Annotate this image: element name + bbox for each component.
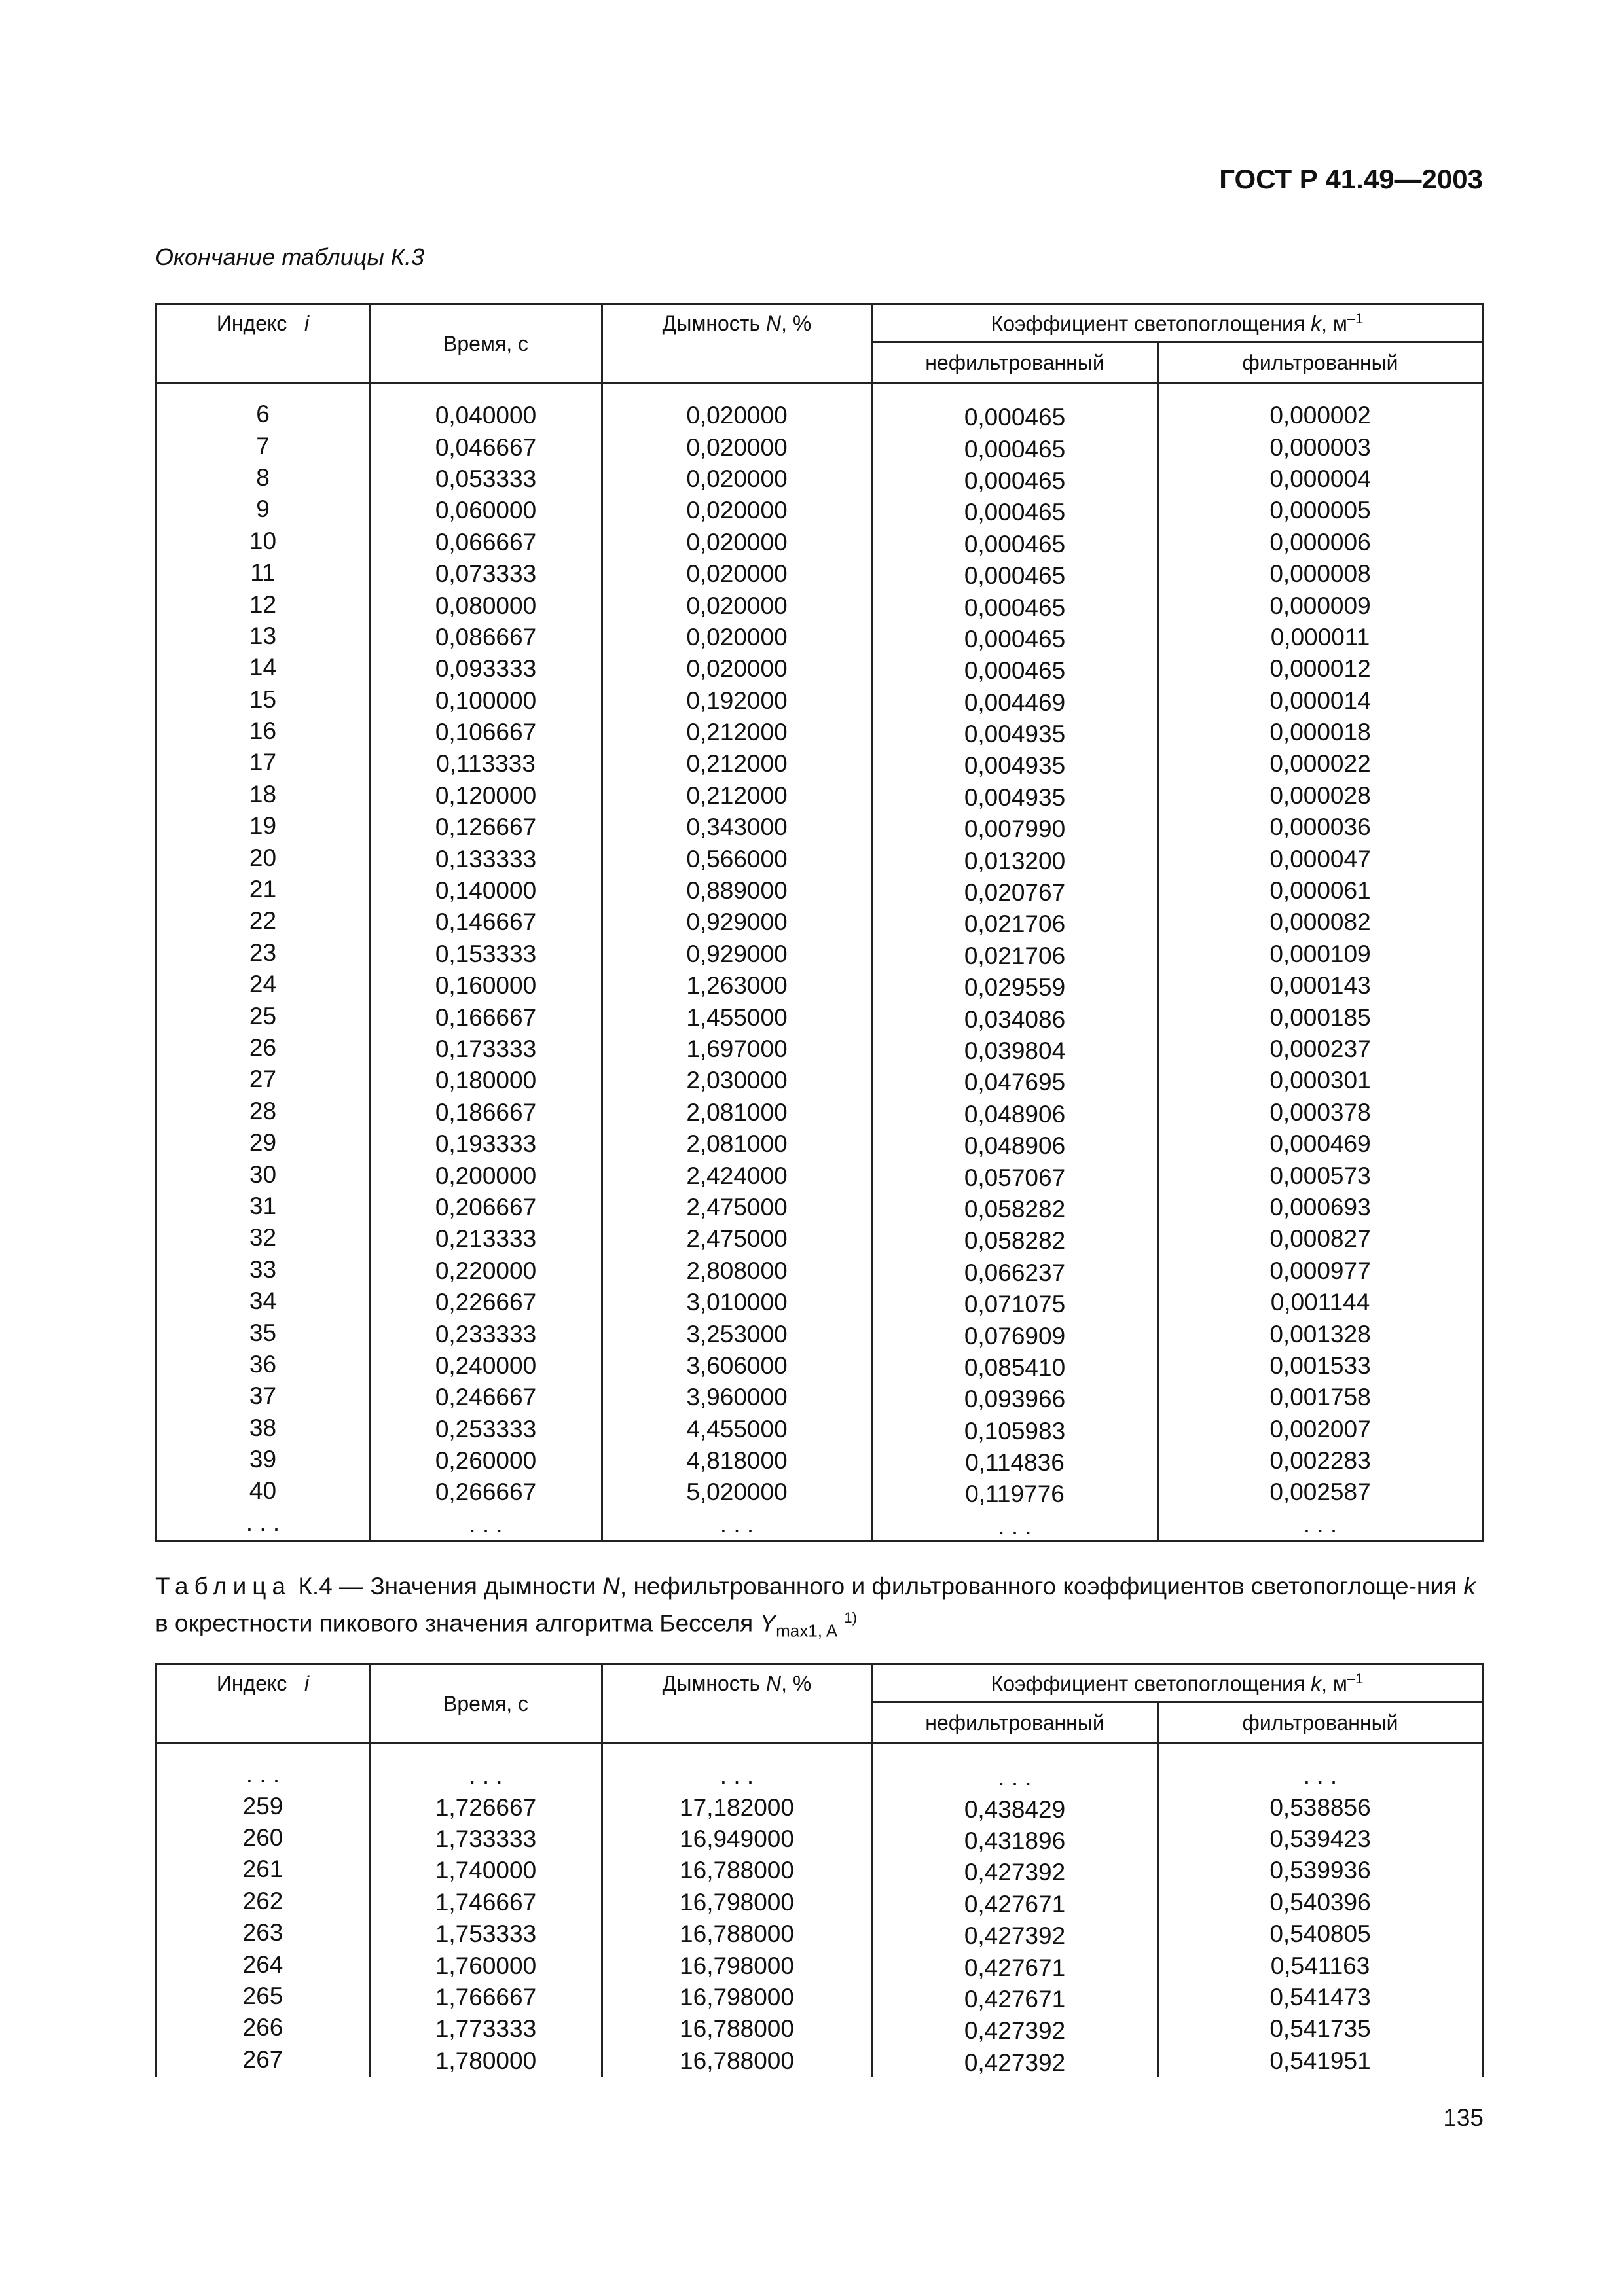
table-row [156,906,1483,938]
time-cell: 0,220000 [370,1255,602,1287]
time-cell: 0,160000 [370,970,602,1001]
unfiltered-cell: 0,000465 [872,592,1158,623]
header-index: Индекс i [156,1664,370,1744]
table-row [156,875,1483,906]
smoke-cell: 16,788000 [602,1918,872,1950]
table-row [156,431,1483,463]
time-cell: 0,173333 [370,1033,602,1065]
header-separator-row [156,1744,1483,1761]
time-cell: 0,126667 [370,812,602,843]
header-filtered: фильтрованный [1158,1702,1483,1744]
index-cell: 22 [156,905,370,937]
unfiltered-cell: 0,057067 [872,1162,1158,1193]
unfiltered-cell: 0,427392 [872,2015,1158,2047]
smoke-cell: . . . [602,1509,872,1541]
smoke-cell: 2,424000 [602,1160,872,1191]
index-cell: 29 [156,1127,370,1158]
header-unfiltered: нефильтрованный [872,342,1158,384]
time-cell: 1,773333 [370,2013,602,2045]
filtered-cell: 0,000469 [1158,1128,1483,1160]
index-cell: 35 [156,1317,370,1348]
time-cell: 0,113333 [370,748,602,780]
time-cell: 0,120000 [370,780,602,812]
smoke-cell: 0,020000 [602,400,872,431]
table-k3 [155,303,1482,1542]
unfiltered-cell: 0,000465 [872,560,1158,592]
time-cell: 0,193333 [370,1128,602,1160]
unfiltered-cell: 0,000465 [872,433,1158,465]
unfiltered-cell: 0,119776 [872,1479,1158,1510]
time-cell: 0,100000 [370,685,602,717]
unfiltered-cell: 0,000465 [872,655,1158,687]
index-cell: 8 [156,462,370,493]
unfiltered-cell: 0,427392 [872,2047,1158,2079]
unfiltered-cell: 0,058282 [872,1225,1158,1257]
table-row [156,1192,1483,1223]
unfiltered-cell: 0,039804 [872,1035,1158,1067]
smoke-cell: . . . [602,1760,872,1791]
index-cell: 16 [156,715,370,747]
header-index: Индекс i [156,304,370,384]
header-filtered: фильтрованный [1158,342,1483,384]
time-cell: 0,046667 [370,431,602,463]
table-row [156,1382,1483,1413]
smoke-cell: 2,475000 [602,1223,872,1255]
filtered-cell: . . . [1158,1509,1483,1541]
time-cell: 0,206667 [370,1192,602,1223]
filtered-cell: 0,000009 [1158,590,1483,621]
smoke-cell: 2,030000 [602,1065,872,1096]
filtered-cell: 0,000185 [1158,1001,1483,1033]
unfiltered-cell: 0,427392 [872,1920,1158,1952]
unfiltered-cell: 0,427671 [872,1889,1158,1920]
filtered-cell: 0,000005 [1158,495,1483,526]
time-cell: 0,186667 [370,1097,602,1128]
smoke-cell: 1,263000 [602,970,872,1001]
header-separator-row [156,384,1483,401]
index-cell: 38 [156,1412,370,1444]
smoke-cell: 16,949000 [602,1823,872,1855]
smoke-cell: 3,253000 [602,1318,872,1350]
time-cell: 1,733333 [370,1823,602,1855]
filtered-cell: 0,000011 [1158,622,1483,653]
table-row [156,1097,1483,1128]
index-cell: 262 [156,1886,370,1917]
time-cell: 0,106667 [370,717,602,748]
unfiltered-cell: 0,000465 [872,624,1158,655]
index-cell: 266 [156,2012,370,2043]
smoke-cell: 3,960000 [602,1382,872,1413]
table-row [156,717,1483,748]
filtered-cell: 0,000012 [1158,653,1483,685]
filtered-cell: 0,000028 [1158,780,1483,812]
index-cell: 261 [156,1854,370,1885]
unfiltered-cell: 0,427671 [872,1952,1158,1983]
smoke-cell: 0,929000 [602,906,872,938]
unfiltered-cell: 0,047695 [872,1067,1158,1098]
unfiltered-cell: 0,000465 [872,465,1158,497]
index-cell: 7 [156,430,370,461]
unfiltered-cell: 0,076909 [872,1320,1158,1352]
time-cell: 0,146667 [370,906,602,938]
unfiltered-cell: 0,427671 [872,1984,1158,2015]
filtered-cell: 0,000047 [1158,843,1483,874]
table-row [156,1950,1483,1981]
smoke-cell: 0,889000 [602,875,872,906]
filtered-cell: 0,000014 [1158,685,1483,717]
time-cell: 0,253333 [370,1414,602,1445]
filtered-cell: 0,000573 [1158,1160,1483,1191]
table-row [156,495,1483,526]
table-row [156,939,1483,970]
filtered-cell: 0,001533 [1158,1350,1483,1382]
unfiltered-cell: . . . [872,1511,1158,1543]
unfiltered-cell: 0,093966 [872,1384,1158,1415]
unfiltered-cell: 0,004935 [872,782,1158,814]
time-cell: 0,246667 [370,1382,602,1413]
time-cell: 0,140000 [370,875,602,906]
index-cell: 11 [156,557,370,588]
unfiltered-cell: 0,004935 [872,719,1158,750]
unfiltered-cell: 0,013200 [872,845,1158,876]
table-row [156,1065,1483,1096]
filtered-cell: 0,000109 [1158,939,1483,970]
filtered-cell: 0,000143 [1158,970,1483,1001]
filtered-cell: 0,000061 [1158,875,1483,906]
unfiltered-cell: 0,058282 [872,1194,1158,1225]
table-row [156,1350,1483,1382]
smoke-cell: 5,020000 [602,1477,872,1508]
filtered-cell: 0,541735 [1158,2013,1483,2045]
unfiltered-cell: 0,007990 [872,814,1158,845]
header-coefficient: Коэффициент светопоглощения k, $м^{-1}$ [872,1664,1483,1702]
filtered-cell: 0,540805 [1158,1918,1483,1950]
time-cell: 1,753333 [370,1918,602,1950]
unfiltered-cell: 0,048906 [872,1130,1158,1162]
unfiltered-cell: 0,029559 [872,972,1158,1003]
table-row [156,748,1483,780]
index-cell: 259 [156,1790,370,1821]
table-row [156,1887,1483,1918]
filtered-cell: 0,541951 [1158,2045,1483,2077]
table-row [156,1760,1483,1791]
index-cell: 13 [156,620,370,652]
time-cell: 1,726667 [370,1791,602,1823]
smoke-cell: 2,081000 [602,1097,872,1128]
filtered-cell: 0,541473 [1158,1982,1483,2013]
table-row [156,653,1483,685]
smoke-cell: 2,475000 [602,1192,872,1223]
table-row [156,1033,1483,1065]
smoke-cell: 3,606000 [602,1350,872,1382]
index-cell: 32 [156,1222,370,1253]
smoke-cell: 0,020000 [602,590,872,621]
filtered-cell: . . . [1158,1760,1483,1791]
unfiltered-cell: 0,105983 [872,1416,1158,1447]
index-cell: 27 [156,1064,370,1095]
filtered-cell: 0,001144 [1158,1287,1483,1318]
table-row [156,527,1483,558]
index-cell: 23 [156,937,370,969]
index-cell: 25 [156,1000,370,1031]
filtered-cell: 0,000006 [1158,527,1483,558]
table2-title: Таблица К.4 — Значения дымности N, нефильтрованного и фильтрованного коэффициентов светопоглоще-ния k в окрестности пикового значения алгоритма Бесселя $Y_{max1, A}$ $^{1)}$ [155,1573,1476,1641]
filtered-cell: 0,000693 [1158,1192,1483,1223]
table-row [156,1918,1483,1950]
unfiltered-cell: 0,034086 [872,1003,1158,1035]
index-cell: 21 [156,874,370,905]
filtered-cell: 0,002283 [1158,1445,1483,1477]
smoke-cell: 16,798000 [602,1887,872,1918]
table-row [156,2045,1483,2077]
smoke-cell: 4,455000 [602,1414,872,1445]
unfiltered-cell: 0,085410 [872,1352,1158,1384]
table-row [156,2013,1483,2045]
smoke-cell: 0,929000 [602,939,872,970]
index-cell: 26 [156,1032,370,1064]
table-row [156,1160,1483,1191]
table-row [156,590,1483,621]
table-row [156,1823,1483,1855]
header-smoke: Дымность N, % [602,1664,872,1744]
time-cell: 0,060000 [370,495,602,526]
filtered-cell: 0,000977 [1158,1255,1483,1287]
filtered-cell: 0,540396 [1158,1887,1483,1918]
unfiltered-cell: 0,071075 [872,1289,1158,1320]
index-cell: 15 [156,684,370,715]
table-row [156,812,1483,843]
filtered-cell: 0,000003 [1158,431,1483,463]
filtered-cell: 0,000082 [1158,906,1483,938]
table-row [156,685,1483,717]
header-coefficient: Коэффициент светопоглощения k, $м^{-1}$ [872,304,1483,342]
table-row [156,1287,1483,1318]
index-cell: 36 [156,1349,370,1380]
filtered-cell: 0,541163 [1158,1950,1483,1981]
page-number: 135 [1443,2104,1484,2131]
table-row [156,1509,1483,1541]
table-row [156,1791,1483,1823]
table-row [156,400,1483,431]
index-cell: 264 [156,1948,370,1980]
smoke-cell: 3,010000 [602,1287,872,1318]
time-cell: 1,746667 [370,1887,602,1918]
unfiltered-cell: 0,066237 [872,1257,1158,1289]
smoke-cell: 0,020000 [602,527,872,558]
header-unfiltered: нефильтрованный [872,1702,1158,1744]
filtered-cell: 0,000004 [1158,463,1483,495]
index-cell: 260 [156,1822,370,1854]
index-cell: . . . [156,1759,370,1790]
time-cell: 0,133333 [370,843,602,874]
index-cell: 33 [156,1254,370,1285]
filtered-cell: 0,000378 [1158,1097,1483,1128]
index-cell: 12 [156,588,370,620]
time-cell: 0,053333 [370,463,602,495]
smoke-cell: 0,020000 [602,622,872,653]
index-cell: 14 [156,652,370,683]
filtered-cell: 0,000022 [1158,748,1483,780]
smoke-cell: 1,455000 [602,1001,872,1033]
unfiltered-cell: 0,000465 [872,529,1158,560]
smoke-cell: 4,818000 [602,1445,872,1477]
header-time: Время, с [370,1664,602,1744]
smoke-cell: 16,788000 [602,1855,872,1886]
table-row [156,780,1483,812]
time-cell: 0,233333 [370,1318,602,1350]
time-cell: 0,260000 [370,1445,602,1477]
smoke-cell: 0,020000 [602,463,872,495]
unfiltered-cell: 0,004935 [872,750,1158,781]
index-cell: 40 [156,1475,370,1507]
time-cell: 0,200000 [370,1160,602,1191]
smoke-cell: 0,343000 [602,812,872,843]
time-cell: 0,213333 [370,1223,602,1255]
smoke-cell: 0,020000 [602,495,872,526]
smoke-cell: 16,798000 [602,1982,872,2013]
table-row [156,1855,1483,1886]
filtered-cell: 0,002587 [1158,1477,1483,1508]
smoke-cell: 16,788000 [602,2013,872,2045]
index-cell: 19 [156,810,370,842]
filtered-cell: 0,002007 [1158,1414,1483,1445]
time-cell: 0,066667 [370,527,602,558]
unfiltered-cell: 0,431896 [872,1825,1158,1857]
filtered-cell: 0,001758 [1158,1382,1483,1413]
smoke-cell: 16,798000 [602,1950,872,1981]
unfiltered-cell: 0,000465 [872,402,1158,433]
smoke-cell: 0,020000 [602,653,872,685]
header-time: Время, с [370,304,602,384]
table-row [156,1223,1483,1255]
table-row [156,1414,1483,1445]
unfiltered-cell: 0,114836 [872,1447,1158,1479]
index-cell: . . . [156,1507,370,1540]
unfiltered-cell: 0,021706 [872,908,1158,940]
table-row [156,1318,1483,1350]
filtered-cell: 0,000237 [1158,1033,1483,1065]
smoke-cell: 17,182000 [602,1791,872,1823]
table-row [156,1982,1483,2013]
table-row [156,1477,1483,1508]
filtered-cell: 0,538856 [1158,1791,1483,1823]
index-cell: 39 [156,1444,370,1475]
table-k4 [155,1663,1482,2077]
index-cell: 10 [156,526,370,557]
time-cell: 0,166667 [370,1001,602,1033]
index-cell: 17 [156,747,370,778]
table-row [156,1255,1483,1287]
document-code: ГОСТ Р 41.49—2003 [1219,164,1483,194]
time-cell: 0,040000 [370,400,602,431]
smoke-cell: 0,212000 [602,717,872,748]
smoke-cell: 0,566000 [602,843,872,874]
time-cell: 0,080000 [370,590,602,621]
unfiltered-cell: 0,427392 [872,1857,1158,1888]
smoke-cell: 0,020000 [602,431,872,463]
time-cell: . . . [370,1509,602,1541]
smoke-cell: 0,020000 [602,558,872,590]
time-cell: 0,240000 [370,1350,602,1382]
unfiltered-cell: 0,000465 [872,497,1158,528]
table1-caption: Окончание таблицы К.3 [155,243,425,270]
index-cell: 37 [156,1380,370,1412]
table-row [156,970,1483,1001]
filtered-cell: 0,539936 [1158,1855,1483,1886]
smoke-cell: 0,192000 [602,685,872,717]
table-row [156,463,1483,495]
time-cell: 1,766667 [370,1982,602,2013]
filtered-cell: 0,000036 [1158,812,1483,843]
table-row [156,1445,1483,1477]
index-cell: 267 [156,2044,370,2075]
filtered-cell: 0,000008 [1158,558,1483,590]
index-cell: 30 [156,1158,370,1190]
filtered-cell: 0,000827 [1158,1223,1483,1255]
index-cell: 6 [156,399,370,430]
unfiltered-cell: 0,020767 [872,877,1158,908]
table-row [156,1001,1483,1033]
unfiltered-cell: . . . [872,1762,1158,1793]
unfiltered-cell: 0,004469 [872,687,1158,719]
smoke-cell: 0,212000 [602,780,872,812]
time-cell: 0,266667 [370,1477,602,1508]
time-cell: 0,153333 [370,939,602,970]
index-cell: 265 [156,1981,370,2012]
unfiltered-cell: 0,048906 [872,1099,1158,1130]
index-cell: 24 [156,969,370,1000]
unfiltered-cell: 0,021706 [872,941,1158,972]
smoke-cell: 16,788000 [602,2045,872,2077]
index-cell: 18 [156,779,370,810]
smoke-cell: 1,697000 [602,1033,872,1065]
index-cell: 31 [156,1191,370,1222]
index-cell: 34 [156,1285,370,1317]
table-row [156,1128,1483,1160]
time-cell: 1,760000 [370,1950,602,1981]
time-cell: 0,093333 [370,653,602,685]
index-cell: 20 [156,842,370,873]
time-cell: 1,740000 [370,1855,602,1886]
index-cell: 9 [156,493,370,525]
table-row [156,558,1483,590]
time-cell: . . . [370,1760,602,1791]
filtered-cell: 0,001328 [1158,1318,1483,1350]
filtered-cell: 0,000018 [1158,717,1483,748]
filtered-cell: 0,000301 [1158,1065,1483,1096]
smoke-cell: 0,212000 [602,748,872,780]
filtered-cell: 0,000002 [1158,400,1483,431]
filtered-cell: 0,539423 [1158,1823,1483,1855]
time-cell: 1,780000 [370,2045,602,2077]
smoke-cell: 2,808000 [602,1255,872,1287]
table-row [156,622,1483,653]
time-cell: 0,073333 [370,558,602,590]
smoke-cell: 2,081000 [602,1128,872,1160]
index-cell: 28 [156,1096,370,1127]
unfiltered-cell: 0,438429 [872,1793,1158,1825]
time-cell: 0,086667 [370,622,602,653]
time-cell: 0,226667 [370,1287,602,1318]
table-row [156,843,1483,874]
time-cell: 0,180000 [370,1065,602,1096]
index-cell: 263 [156,1917,370,1948]
header-smoke: Дымность N, % [602,304,872,384]
